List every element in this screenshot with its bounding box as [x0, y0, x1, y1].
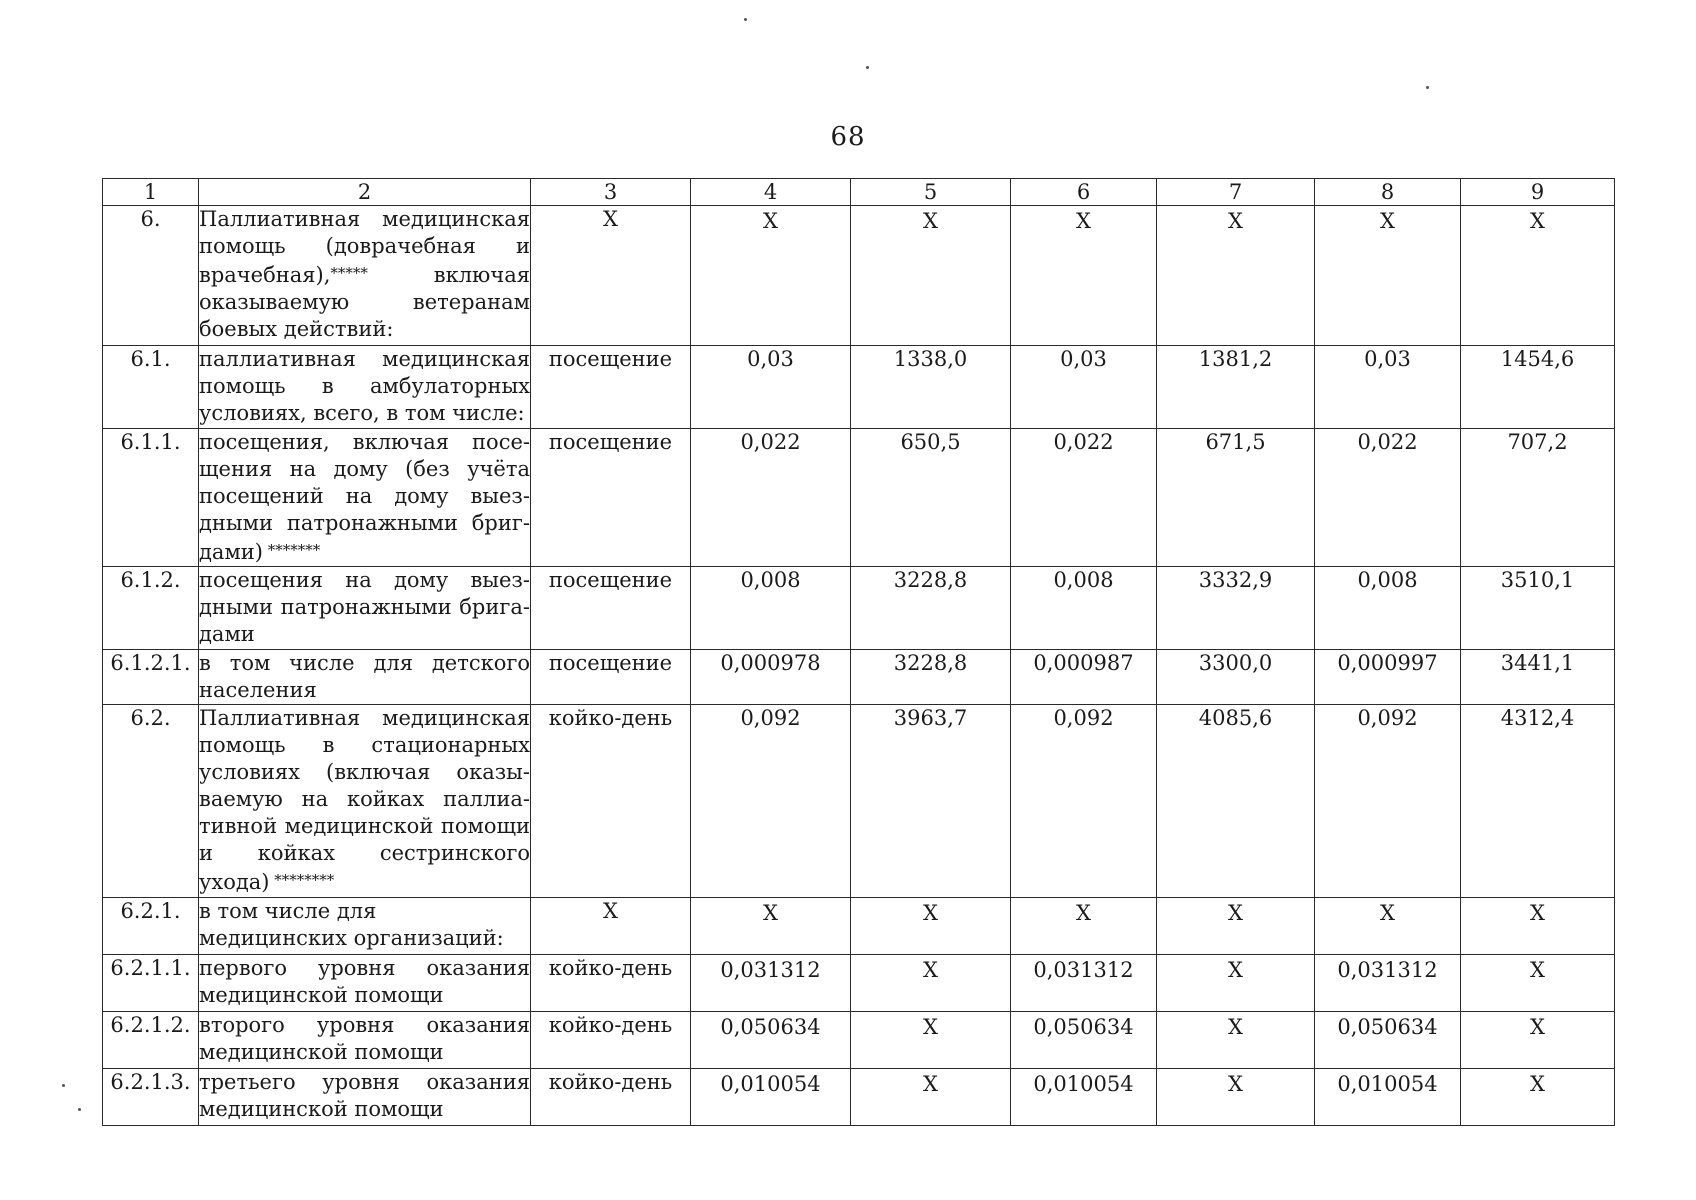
row-name-text: второго уровня оказания медицинской помощи	[199, 1013, 530, 1064]
value-cell: 1454,6	[1461, 346, 1615, 429]
table-row	[103, 955, 1615, 1012]
value-cell: X	[851, 206, 1011, 346]
value-cell: 671,5	[1157, 429, 1315, 567]
row-number: 6.	[103, 206, 199, 346]
value-cell: X	[1011, 898, 1157, 955]
row-name	[199, 705, 531, 898]
table-row	[103, 650, 1615, 705]
row-number: 6.2.	[103, 705, 199, 898]
row-name	[199, 567, 531, 650]
row-number: 6.2.1.3.	[103, 1069, 199, 1126]
row-name-text: посещения на дому выездными патронажными бригадами	[199, 568, 530, 646]
page-number: 68	[830, 122, 866, 152]
value-cell: 0,010054	[1011, 1069, 1157, 1126]
value-cell: 707,2	[1461, 429, 1615, 567]
value-cell: 0,092	[691, 705, 851, 898]
value-cell: X	[1157, 206, 1315, 346]
data-table	[102, 178, 1615, 1126]
value-cell: X	[1461, 206, 1615, 346]
row-unit: посещение	[531, 567, 691, 650]
value-cell: 0,008	[691, 567, 851, 650]
header-cell: 2	[199, 179, 531, 206]
row-unit: посещение	[531, 346, 691, 429]
row-name-text: Паллиативная медицинская помощь в стационарных условиях (включая оказываемую на койках паллиативной медицинской помощи и койках сестринского ухода)	[199, 706, 530, 894]
value-cell: 0,010054	[1315, 1069, 1461, 1126]
value-cell: 1381,2	[1157, 346, 1315, 429]
row-name	[199, 429, 531, 567]
scan-speck	[744, 18, 747, 21]
row-name	[199, 898, 531, 955]
table-row	[103, 346, 1615, 429]
value-cell: X	[1461, 955, 1615, 1012]
row-name-text: в том числе для детского населения	[199, 651, 530, 702]
footnote-mark: ********	[269, 871, 335, 889]
scan-speck	[62, 1084, 65, 1087]
row-name-text: третьего уровня оказания медицинской помощи	[199, 1070, 530, 1121]
header-cell: 9	[1461, 179, 1615, 206]
value-cell: X	[851, 1012, 1011, 1069]
row-number: 6.1.	[103, 346, 199, 429]
value-cell: X	[1461, 1069, 1615, 1126]
row-name-text: первого уровня оказания медицинской помощи	[199, 956, 530, 1007]
value-cell: X	[1157, 1069, 1315, 1126]
table-row	[103, 206, 1615, 346]
row-unit: койко-день	[531, 1069, 691, 1126]
value-cell: 0,031312	[691, 955, 851, 1012]
value-cell: X	[1461, 1012, 1615, 1069]
row-number: 6.2.1.1.	[103, 955, 199, 1012]
value-cell: X	[1157, 955, 1315, 1012]
row-name	[199, 955, 531, 1012]
value-cell: 1338,0	[851, 346, 1011, 429]
row-name	[199, 1069, 531, 1126]
value-cell: 4312,4	[1461, 705, 1615, 898]
row-name-text: Паллиативная медицинская помощь (доврачебная и врачебная),	[199, 207, 530, 287]
header-cell: 6	[1011, 179, 1157, 206]
value-cell: X	[1157, 898, 1315, 955]
header-cell: 5	[851, 179, 1011, 206]
row-number: 6.2.1.2.	[103, 1012, 199, 1069]
value-cell: X	[1315, 898, 1461, 955]
value-cell: 3963,7	[851, 705, 1011, 898]
value-cell: 0,092	[1011, 705, 1157, 898]
value-cell: 0,000987	[1011, 650, 1157, 705]
value-cell: 0,031312	[1011, 955, 1157, 1012]
value-cell: 3441,1	[1461, 650, 1615, 705]
value-cell: 0,050634	[691, 1012, 851, 1069]
scan-speck	[1426, 86, 1429, 89]
value-cell: 0,008	[1315, 567, 1461, 650]
row-unit: X	[531, 898, 691, 955]
row-name-text: посещения, включая посещения на дому (без учёта посещений на дому выездными патронажными бригдами)	[199, 430, 530, 564]
value-cell: 3510,1	[1461, 567, 1615, 650]
header-row	[103, 179, 1615, 206]
value-cell: X	[851, 1069, 1011, 1126]
footnote-mark: *****	[330, 264, 368, 282]
row-unit: койко-день	[531, 955, 691, 1012]
value-cell: 3228,8	[851, 650, 1011, 705]
value-cell: 650,5	[851, 429, 1011, 567]
header-cell: 8	[1315, 179, 1461, 206]
header-cell: 4	[691, 179, 851, 206]
value-cell: 0,022	[1315, 429, 1461, 567]
value-cell: 0,031312	[1315, 955, 1461, 1012]
table-row	[103, 567, 1615, 650]
value-cell: 0,000978	[691, 650, 851, 705]
table-row	[103, 1012, 1615, 1069]
value-cell: 0,092	[1315, 705, 1461, 898]
value-cell: X	[851, 898, 1011, 955]
row-name-text: паллиативная медицинская помощь в амбулаторных условиях, всего, в том числе:	[199, 347, 530, 425]
value-cell: X	[1011, 206, 1157, 346]
header-cell: 3	[531, 179, 691, 206]
value-cell: 0,022	[691, 429, 851, 567]
value-cell: 0,008	[1011, 567, 1157, 650]
value-cell: 3332,9	[1157, 567, 1315, 650]
value-cell: 0,050634	[1315, 1012, 1461, 1069]
table-row	[103, 705, 1615, 898]
value-cell: 3228,8	[851, 567, 1011, 650]
value-cell: X	[1315, 206, 1461, 346]
value-cell: X	[851, 955, 1011, 1012]
value-cell: 0,022	[1011, 429, 1157, 567]
row-number: 6.1.2.	[103, 567, 199, 650]
table-row	[103, 898, 1615, 955]
value-cell: 0,050634	[1011, 1012, 1157, 1069]
value-cell: 0,000997	[1315, 650, 1461, 705]
scan-speck	[78, 1108, 81, 1111]
value-cell: X	[691, 206, 851, 346]
header-cell: 1	[103, 179, 199, 206]
value-cell: 3300,0	[1157, 650, 1315, 705]
row-number: 6.1.2.1.	[103, 650, 199, 705]
row-number: 6.1.1.	[103, 429, 199, 567]
value-cell: X	[691, 898, 851, 955]
row-name-text: в том числе для медицинских организаций:	[199, 899, 504, 950]
row-unit: X	[531, 206, 691, 346]
scan-speck	[866, 66, 869, 69]
value-cell: X	[1157, 1012, 1315, 1069]
table-row	[103, 1069, 1615, 1126]
footnote-mark: *******	[262, 541, 321, 559]
row-name	[199, 650, 531, 705]
row-name-tail: включая оказываемую ветеранам боевых действий:	[199, 263, 530, 341]
header-cell: 7	[1157, 179, 1315, 206]
row-name	[199, 1012, 531, 1069]
value-cell: X	[1461, 898, 1615, 955]
row-name	[199, 206, 531, 346]
row-unit: койко-день	[531, 1012, 691, 1069]
row-unit: посещение	[531, 429, 691, 567]
value-cell: 0,03	[691, 346, 851, 429]
row-number: 6.2.1.	[103, 898, 199, 955]
value-cell: 0,03	[1011, 346, 1157, 429]
table-row	[103, 429, 1615, 567]
row-name	[199, 346, 531, 429]
value-cell: 0,010054	[691, 1069, 851, 1126]
value-cell: 0,03	[1315, 346, 1461, 429]
value-cell: 4085,6	[1157, 705, 1315, 898]
row-unit: койко-день	[531, 705, 691, 898]
row-unit: посещение	[531, 650, 691, 705]
